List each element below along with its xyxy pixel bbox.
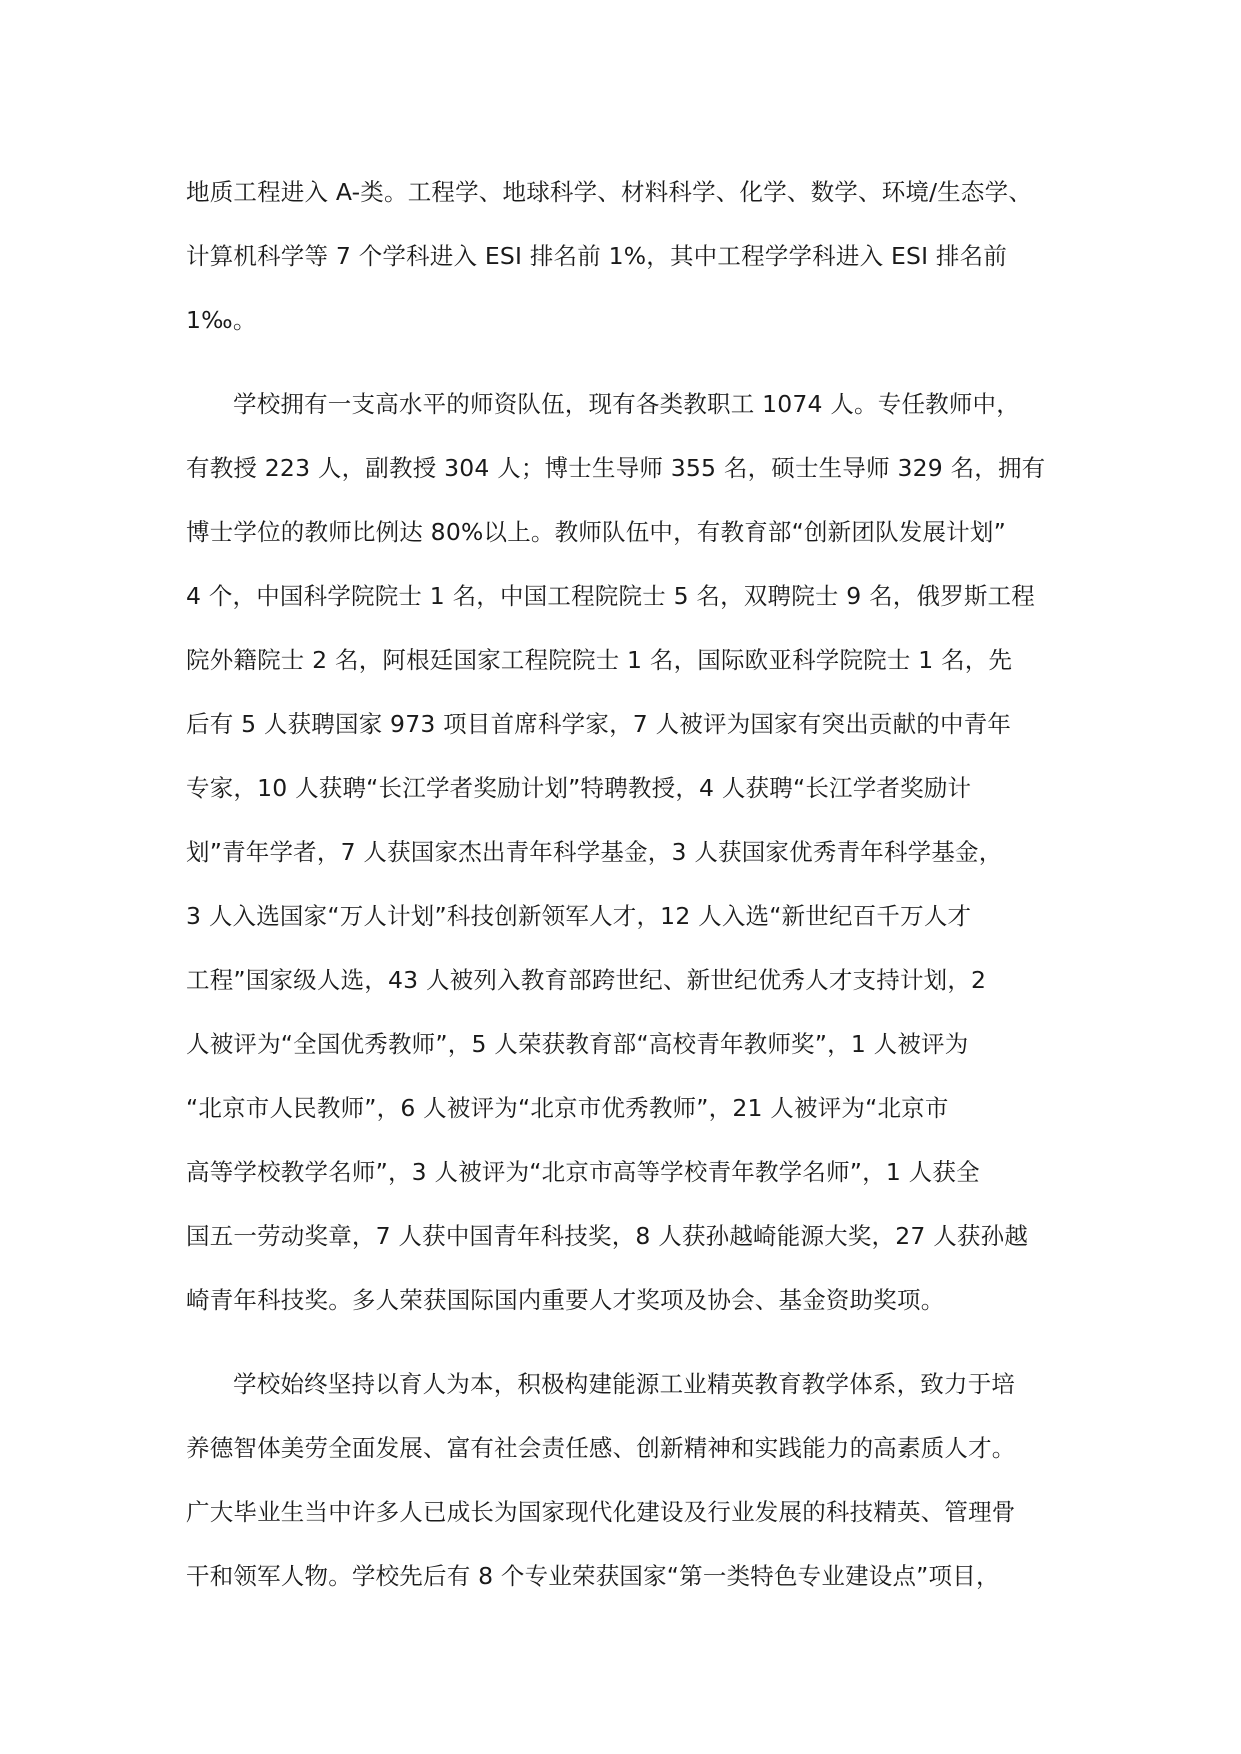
text-line: 1‰。	[186, 306, 257, 334]
text-line: 人被评为“全国优秀教师”，5 人荣获教育部“高校青年教师奖”，1 人被评为	[186, 1030, 969, 1058]
text-line: 工程”国家级人选，43 人被列入教育部跨世纪、新世纪优秀人才支持计划，2	[186, 966, 987, 994]
text-line: 国五一劳动奖章，7 人获中国青年科技奖，8 人获孙越崎能源大奖，27 人获孙越	[186, 1222, 1029, 1250]
text-line: 干和领军人物。学校先后有 8 个专业荣获国家“第一类特色专业建设点”项目，	[186, 1562, 1000, 1590]
text-line: 崎青年科技奖。多人荣获国际国内重要人才奖项及协会、基金资助奖项。	[186, 1286, 945, 1314]
paragraph-education	[186, 1352, 1086, 1608]
text-line: 院外籍院士 2 名，阿根廷国家工程院院士 1 名，国际欧亚科学院院士 1 名，先	[186, 646, 1013, 674]
text-line: 地质工程进入 A-类。工程学、地球科学、材料科学、化学、数学、环境/生态学、	[186, 178, 1033, 206]
text-line: 有教授 223 人，副教授 304 人；博士生导师 355 名，硕士生导师 329 名，拥有	[186, 454, 1046, 482]
paragraph-spacer	[186, 1332, 1086, 1352]
text-line: 学校拥有一支高水平的师资队伍，现有各类教职工 1074 人。专任教师中，	[233, 390, 1020, 418]
text-line: 养德智体美劳全面发展、富有社会责任感、创新精神和实践能力的高素质人才。	[186, 1434, 1016, 1462]
text-line: 划”青年学者，7 人获国家杰出青年科学基金，3 人获国家优秀青年科学基金，	[186, 838, 1003, 866]
paragraph-faculty	[186, 372, 1086, 1332]
paragraph-disciplines	[186, 160, 1086, 352]
text-line: 高等学校教学名师”，3 人被评为“北京市高等学校青年教学名师”，1 人获全	[186, 1158, 980, 1186]
text-line: 学校始终坚持以育人为本，积极构建能源工业精英教育教学体系，致力于培	[233, 1370, 1016, 1398]
text-line: 3 人入选国家“万人计划”科技创新领军人才，12 人入选“新世纪百千万人才	[186, 902, 972, 930]
text-line: 后有 5 人获聘国家 973 项目首席科学家，7 人被评为国家有突出贡献的中青年	[186, 710, 1012, 738]
text-line: “北京市人民教师”，6 人被评为“北京市优秀教师”，21 人被评为“北京市	[186, 1094, 949, 1122]
paragraph-spacer	[186, 352, 1086, 372]
text-line: 博士学位的教师比例达 80%以上。教师队伍中，有教育部“创新团队发展计划”	[186, 518, 1006, 546]
body-text	[186, 160, 1086, 1608]
text-line: 4 个，中国科学院院士 1 名，中国工程院院士 5 名，双聘院士 9 名，俄罗斯工程	[186, 582, 1035, 610]
text-line: 计算机科学等 7 个学科进入 ESI 排名前 1%，其中工程学学科进入 ESI 排名前	[186, 242, 1008, 270]
text-line: 专家，10 人获聘“长江学者奖励计划”特聘教授，4 人获聘“长江学者奖励计	[186, 774, 972, 802]
text-line: 广大毕业生当中许多人已成长为国家现代化建设及行业发展的科技精英、管理骨	[186, 1498, 1016, 1526]
